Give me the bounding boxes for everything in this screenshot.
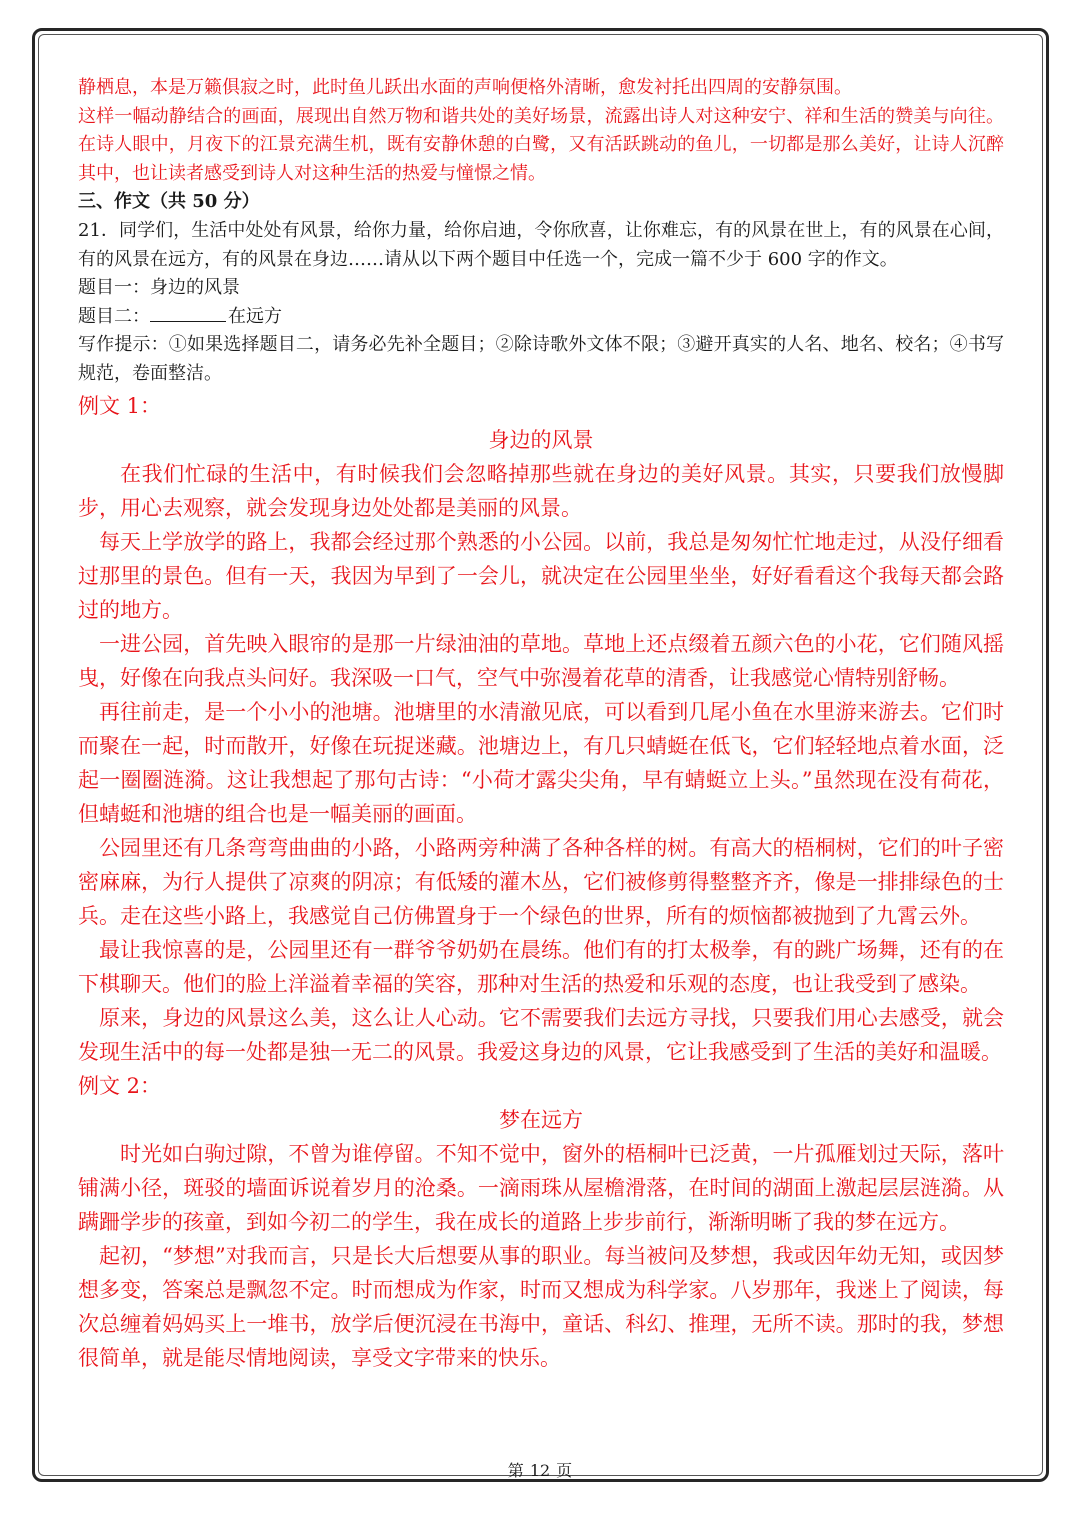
- footer-suffix: 页: [556, 1461, 573, 1480]
- topic-one: 题目一：身边的风景: [78, 277, 240, 299]
- topic-two: [78, 303, 1004, 332]
- footer-prefix: 第: [507, 1461, 524, 1480]
- essay-2-label: 例文 2：: [78, 1073, 162, 1098]
- essay-1-paragraph: 最让我惊喜的是，公园里还有一群爷爷奶奶在晨练。他们有的打太极拳，有的跳广场舞，还有的在下棋聊天。他们的脸上洋溢着幸福的笑容，那种对生活的热爱和乐观的态度，也让我受到了感染。: [78, 937, 1004, 996]
- analysis-line-2: 这样一幅动静结合的画面，展现出自然万物和谐共处的美好场景，流露出诗人对这种安宁、祥和生活的赞美与向往。在诗人眼中，月夜下的江景充满生机，既有安静休憩的白鹭，又有活跃跳动的鱼儿，一切都是那么美好，让诗人沉醉其中，也让读者感受到诗人对这种生活的热爱与憧憬之情。: [78, 105, 1004, 184]
- essay-2-title: 梦在远方: [499, 1107, 583, 1132]
- page-footer: [0, 1458, 1080, 1481]
- writing-tips: 写作提示：①如果选择题目二，请务必先补全题目；②除诗歌外文体不限；③避开真实的人名、地名、校名；④书写规范，卷面整洁。: [78, 334, 1004, 384]
- essay-1-paragraph: 公园里还有几条弯弯曲曲的小路，小路两旁种满了各种各样的树。有高大的梧桐树，它们的叶子密密麻麻，为行人提供了凉爽的阴凉；有低矮的灌木丛，它们被修剪得整整齐齐，像是一排排绿色的士兵。走在这些小路上，我感觉自己仿佛置身于一个绿色的世界，所有的烦恼都被抛到了九霄云外。: [78, 835, 1004, 928]
- essay-1-label: 例文 1：: [78, 393, 162, 418]
- essay-2-paragraph: 起初，“梦想”对我而言，只是长大后想要从事的职业。每当被问及梦想，我或因年幼无知，或因梦想多变，答案总是飘忽不定。时而想成为作家，时而又想成为科学家。八岁那年，我迷上了阅读，每次总缠着妈妈买上一堆书，放学后便沉浸在书海中，童话、科幻、推理，无所不读。那时的我，梦想很简单，就是能尽情地阅读，享受文字带来的快乐。: [78, 1243, 1004, 1370]
- essay-1-paragraph: 一进公园，首先映入眼帘的是那一片绿油油的草地。草地上还点缀着五颜六色的小花，它们随风摇曳，好像在向我点头问好。我深吸一口气，空气中弥漫着花草的清香，让我感觉心情特别舒畅。: [78, 631, 1004, 690]
- essay-1-paragraph: 再往前走，是一个小小的池塘。池塘里的水清澈见底，可以看到几尾小鱼在水里游来游去。它们时而聚在一起，时而散开，好像在玩捉迷藏。池塘边上，有几只蜻蜓在低飞，它们轻轻地点着水面，泛起一圈圈涟漪。这让我想起了那句古诗：“小荷才露尖尖角，早有蜻蜓立上头。”虽然现在没有荷花，但蜻蜓和池塘的组合也是一幅美丽的画面。: [78, 699, 1004, 826]
- essay-prompt: 21．同学们，生活中处处有风景，给你力量，给你启迪，令你欣喜，让你难忘，有的风景在世上，有的风景在心间，有的风景在远方，有的风景在身边……请从以下两个题目中任选一个，完成一篇不少于 600 字的作文。: [78, 219, 1004, 270]
- essay-1-title: 身边的风景: [488, 427, 594, 452]
- page-number: 12: [529, 1461, 551, 1480]
- page-content: [78, 74, 1004, 1375]
- topic-two-suffix: 在远方: [228, 305, 282, 327]
- analysis-line-1: 静栖息，本是万籁俱寂之时，此时鱼儿跃出水面的声响便格外清晰，愈发衬托出四周的安静氛围。: [78, 77, 852, 98]
- essay-1-paragraph: 原来，身边的风景这么美，这么让人心动。它不需要我们去远方寻找，只要我们用心去感受，就会发现生活中的每一处都是独一无二的风景。我爱这身边的风景，它让我感受到了生活的美好和温暖。: [78, 1005, 1004, 1064]
- topic-two-prefix: 题目二：: [78, 305, 150, 327]
- section-heading: 三、作文（共 50 分）: [78, 191, 260, 213]
- essay-2-paragraph: 时光如白驹过隙，不曾为谁停留。不知不觉中，窗外的梧桐叶已泛黄，一片孤雁划过天际，落叶铺满小径，斑驳的墙面诉说着岁月的沧桑。一滴雨珠从屋檐滑落，在时间的湖面上激起层层涟漪。从蹒跚学步的孩童，到如今初二的学生，我在成长的道路上步步前行，渐渐明晰了我的梦在远方。: [78, 1141, 1004, 1234]
- fill-in-blank: [150, 303, 226, 322]
- essay-1-paragraph: 在我们忙碌的生活中，有时候我们会忽略掉那些就在身边的美好风景。其实，只要我们放慢脚步，用心去观察，就会发现身边处处都是美丽的风景。: [78, 461, 1004, 520]
- essay-1-paragraph: 每天上学放学的路上，我都会经过那个熟悉的小公园。以前，我总是匆匆忙忙地走过，从没仔细看过那里的景色。但有一天，我因为早到了一会儿，就决定在公园里坐坐，好好看看这个我每天都会路过的地方。: [78, 529, 1004, 622]
